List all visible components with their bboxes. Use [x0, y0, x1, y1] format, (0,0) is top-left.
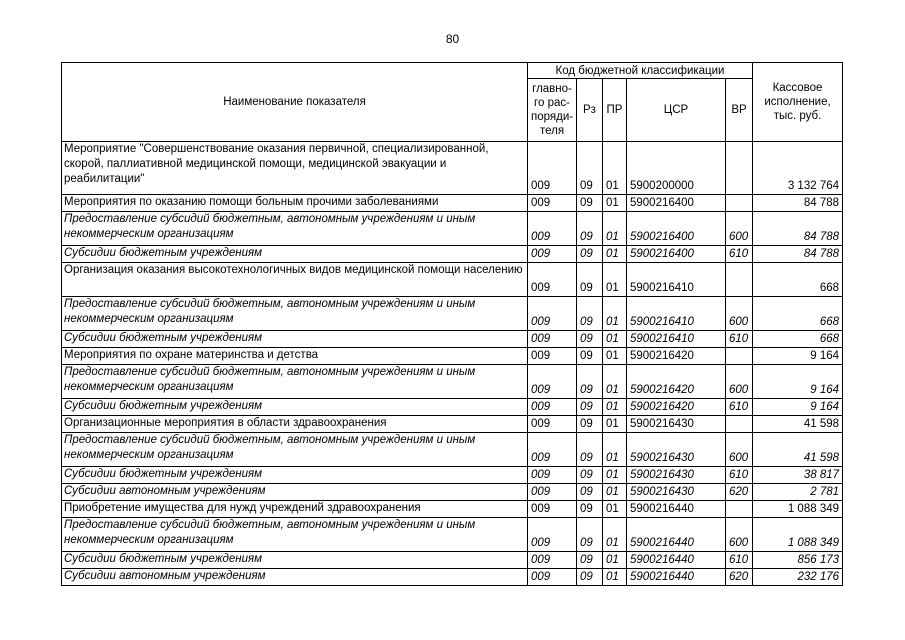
cell-name: Субсидии бюджетным учреждениям [62, 331, 528, 348]
cell-csr: 5900216440 [627, 518, 726, 552]
cell-amount: 9 164 [753, 399, 843, 416]
cell-vr: 600 [726, 518, 753, 552]
cell-pr: 01 [603, 297, 627, 331]
table-row [62, 518, 843, 552]
cell-name: Предоставление субсидий бюджетным, автономным учреждениям и иным некоммерческим организациям [62, 433, 528, 467]
cell-vr [726, 501, 753, 518]
cell-name: Предоставление субсидий бюджетным, автономным учреждениям и иным некоммерческим организациям [62, 518, 528, 552]
budget-table [61, 62, 843, 586]
cell-grbs: 009 [528, 552, 577, 569]
table-row [62, 552, 843, 569]
cell-amount: 668 [753, 297, 843, 331]
cell-pr: 01 [603, 195, 627, 212]
cell-pr: 01 [603, 501, 627, 518]
cell-csr: 5900216410 [627, 297, 726, 331]
cell-csr: 5900216440 [627, 569, 726, 586]
cell-csr: 5900216400 [627, 246, 726, 263]
cell-pr: 01 [603, 433, 627, 467]
cell-rz: 09 [577, 484, 603, 501]
cell-name: Субсидии бюджетным учреждениям [62, 552, 528, 569]
cell-rz: 09 [577, 142, 603, 195]
cell-name: Мероприятия по охране материнства и детства [62, 348, 528, 365]
cell-csr: 5900216420 [627, 365, 726, 399]
cell-rz: 09 [577, 246, 603, 263]
cell-pr: 01 [603, 552, 627, 569]
cell-grbs: 009 [528, 467, 577, 484]
cell-grbs: 009 [528, 399, 577, 416]
table-row [62, 263, 843, 297]
cell-grbs: 009 [528, 569, 577, 586]
cell-amount: 1 088 349 [753, 501, 843, 518]
table-body [62, 142, 843, 586]
cell-pr: 01 [603, 569, 627, 586]
cell-rz: 09 [577, 433, 603, 467]
table-row [62, 467, 843, 484]
table-row [62, 501, 843, 518]
cell-rz: 09 [577, 467, 603, 484]
table-row [62, 348, 843, 365]
cell-amount: 856 173 [753, 552, 843, 569]
table-row [62, 416, 843, 433]
cell-rz: 09 [577, 399, 603, 416]
cell-grbs: 009 [528, 518, 577, 552]
cell-rz: 09 [577, 195, 603, 212]
header-vr: ВР [726, 79, 753, 142]
cell-grbs: 009 [528, 263, 577, 297]
cell-amount: 232 176 [753, 569, 843, 586]
cell-pr: 01 [603, 416, 627, 433]
cell-vr [726, 348, 753, 365]
table-row [62, 365, 843, 399]
cell-grbs: 009 [528, 212, 577, 246]
cell-rz: 09 [577, 212, 603, 246]
cell-pr: 01 [603, 484, 627, 501]
cell-name: Субсидии автономным учреждениям [62, 484, 528, 501]
cell-pr: 01 [603, 212, 627, 246]
cell-rz: 09 [577, 348, 603, 365]
cell-pr: 01 [603, 348, 627, 365]
cell-amount: 9 164 [753, 365, 843, 399]
cell-amount: 3 132 764 [753, 142, 843, 195]
cell-csr: 5900200000 [627, 142, 726, 195]
cell-csr: 5900216430 [627, 416, 726, 433]
cell-rz: 09 [577, 297, 603, 331]
table-row [62, 484, 843, 501]
cell-vr [726, 263, 753, 297]
cell-vr: 600 [726, 212, 753, 246]
cell-csr: 5900216440 [627, 501, 726, 518]
cell-amount: 1 088 349 [753, 518, 843, 552]
cell-grbs: 009 [528, 365, 577, 399]
cell-csr: 5900216430 [627, 467, 726, 484]
cell-vr: 600 [726, 433, 753, 467]
cell-pr: 01 [603, 467, 627, 484]
cell-vr: 610 [726, 331, 753, 348]
cell-csr: 5900216400 [627, 195, 726, 212]
cell-csr: 5900216430 [627, 433, 726, 467]
cell-rz: 09 [577, 518, 603, 552]
cell-pr: 01 [603, 399, 627, 416]
table-row [62, 297, 843, 331]
table-header [62, 63, 843, 142]
table-row [62, 433, 843, 467]
cell-pr: 01 [603, 365, 627, 399]
cell-csr: 5900216440 [627, 552, 726, 569]
cell-csr: 5900216400 [627, 212, 726, 246]
cell-csr: 5900216410 [627, 263, 726, 297]
page-number: 80 [445, 32, 460, 46]
cell-vr: 620 [726, 484, 753, 501]
cell-vr [726, 416, 753, 433]
cell-grbs: 009 [528, 331, 577, 348]
cell-name: Субсидии бюджетным учреждениям [62, 246, 528, 263]
cell-grbs: 009 [528, 484, 577, 501]
cell-amount: 38 817 [753, 467, 843, 484]
cell-name: Мероприятие "Совершенствование оказания первичной, специализированной, скорой, паллиативной медицинской помощи, медицинской эвакуации и реабилитации" [62, 142, 528, 195]
cell-vr [726, 142, 753, 195]
table-row [62, 142, 843, 195]
cell-pr: 01 [603, 263, 627, 297]
cell-amount: 9 164 [753, 348, 843, 365]
cell-name: Субсидии бюджетным учреждениям [62, 467, 528, 484]
cell-grbs: 009 [528, 195, 577, 212]
cell-csr: 5900216430 [627, 484, 726, 501]
cell-amount: 2 781 [753, 484, 843, 501]
header-name: Наименование показателя [62, 63, 528, 142]
cell-amount: 41 598 [753, 433, 843, 467]
cell-rz: 09 [577, 263, 603, 297]
cell-pr: 01 [603, 246, 627, 263]
cell-vr: 600 [726, 297, 753, 331]
cell-vr: 610 [726, 399, 753, 416]
cell-name: Приобретение имущества для нужд учреждений здравоохранения [62, 501, 528, 518]
cell-name: Мероприятия по оказанию помощи больным прочими заболеваниями [62, 195, 528, 212]
cell-name: Субсидии автономным учреждениям [62, 569, 528, 586]
cell-pr: 01 [603, 518, 627, 552]
cell-amount: 41 598 [753, 416, 843, 433]
cell-grbs: 009 [528, 297, 577, 331]
cell-amount: 84 788 [753, 246, 843, 263]
header-grbs: главно-го рас-поряди-теля [528, 79, 577, 142]
table-row [62, 569, 843, 586]
table-row [62, 331, 843, 348]
table-row [62, 212, 843, 246]
cell-rz: 09 [577, 416, 603, 433]
cell-grbs: 009 [528, 348, 577, 365]
header-csr: ЦСР [627, 79, 726, 142]
cell-grbs: 009 [528, 246, 577, 263]
cell-csr: 5900216410 [627, 331, 726, 348]
header-rz: Рз [577, 79, 603, 142]
cell-csr: 5900216420 [627, 399, 726, 416]
cell-rz: 09 [577, 569, 603, 586]
cell-grbs: 009 [528, 416, 577, 433]
cell-rz: 09 [577, 552, 603, 569]
cell-name: Предоставление субсидий бюджетным, автономным учреждениям и иным некоммерческим организациям [62, 212, 528, 246]
table-row [62, 246, 843, 263]
cell-rz: 09 [577, 501, 603, 518]
cell-name: Предоставление субсидий бюджетным, автономным учреждениям и иным некоммерческим организациям [62, 365, 528, 399]
cell-amount: 668 [753, 263, 843, 297]
cell-amount: 84 788 [753, 195, 843, 212]
cell-grbs: 009 [528, 142, 577, 195]
cell-vr: 610 [726, 552, 753, 569]
cell-rz: 09 [577, 331, 603, 348]
header-code-group: Код бюджетной классификации [528, 63, 753, 79]
cell-vr: 610 [726, 246, 753, 263]
cell-name: Организация оказания высокотехнологичных видов медицинской помощи населению [62, 263, 528, 297]
cell-rz: 09 [577, 365, 603, 399]
cell-name: Субсидии бюджетным учреждениям [62, 399, 528, 416]
cell-vr: 620 [726, 569, 753, 586]
cell-vr [726, 195, 753, 212]
cell-pr: 01 [603, 142, 627, 195]
cell-amount: 84 788 [753, 212, 843, 246]
cell-name: Организационные мероприятия в области здравоохранения [62, 416, 528, 433]
table-row [62, 399, 843, 416]
cell-csr: 5900216420 [627, 348, 726, 365]
cell-grbs: 009 [528, 501, 577, 518]
cell-amount: 668 [753, 331, 843, 348]
table-row [62, 195, 843, 212]
header-pr: ПР [603, 79, 627, 142]
cell-name: Предоставление субсидий бюджетным, автономным учреждениям и иным некоммерческим организациям [62, 297, 528, 331]
cell-vr: 610 [726, 467, 753, 484]
cell-grbs: 009 [528, 433, 577, 467]
header-amount: Кассовое исполнение, тыс. руб. [753, 63, 843, 142]
cell-vr: 600 [726, 365, 753, 399]
cell-pr: 01 [603, 331, 627, 348]
